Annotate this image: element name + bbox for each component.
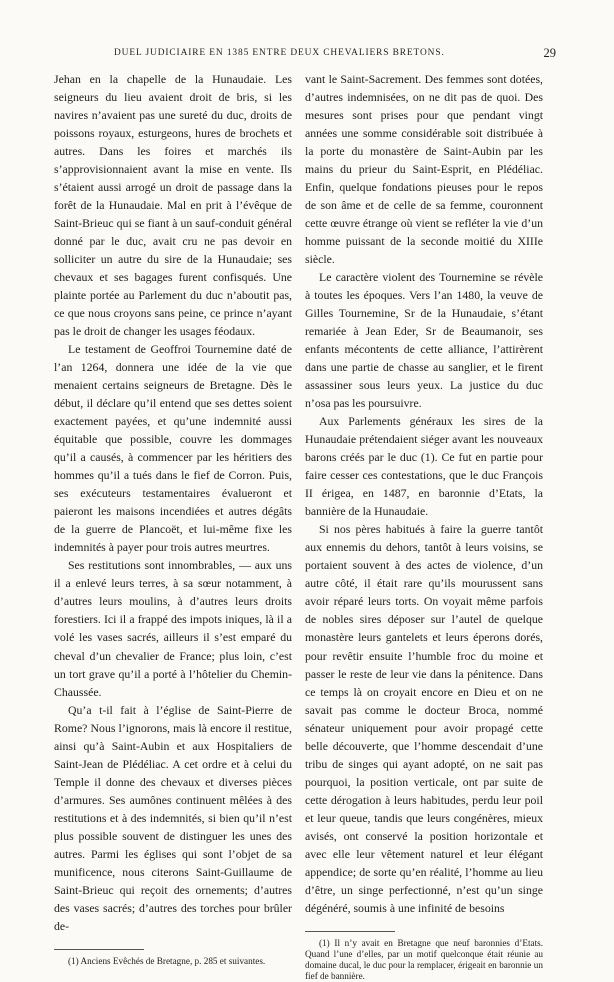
body-paragraph: Jehan en la chapelle de la Hunaudaie. Les seigneurs du lieu avaient droit de bris, si les navires n’avaient pas une sureté du duc, droits de poissons royaux, esturgeons, hures de brochets et autres. Dans les foires et marchés ils s’approvisionnaient avant la mise en vente. Ils s’étaient aussi arrogé un droit de passage dans la forêt de la Hunaudaie. Mal en prit à l’évêque de Saint-Brieuc qui se fiant à un sauf-conduit général donné par le duc, avait cru ne pas devoir en solliciter un autre du sire de la Hunaudaie; ses chevaux et ses bagages furent confisqués. Une plainte portée au Parlement du duc n’aboutit pas, ce que nous croyons sans peine, ce prince n’ayant pas le droit de changer les usages féodaux. — [54, 72, 292, 339]
body-paragraph: Ses restitutions sont innombrables, — aux uns il a enlevé leurs terres, à sa sœur notamment, à d’autres leurs moulins, à d’autres leurs droits forestiers. Ici il a frappé des impots iniques, là il a volé les vases sacrés, ailleurs il s’est emparé du cheval d’un chevalier de France; plus loin, c’est un tort grave qu’il a porté à l’hôtelier du Chemin-Chaussée. — [54, 558, 292, 699]
footnotes — [54, 956, 292, 967]
footnote-rule — [305, 931, 395, 932]
right-column — [305, 70, 543, 982]
left-column — [54, 70, 292, 967]
body-paragraph: Si nos pères habitués à faire la guerre tantôt aux ennemis du dehors, tantôt à leurs voisins, se portaient souvent à des actes de violence, d’un autre côté, il était rare qu’ils mourussent sans avoir réparé leurs torts. On voyait même parfois de nobles sires déposer sur l’autel de quelque monastère leurs gantelets et leurs éperons dorés, pour revêtir ensuite l’humble froc du moine et passer le reste de leur vie dans la pénitence. Dans ce temps là on croyait encore en Dieu et on ne savait pas comme le docteur Broca, nommé sénateur uniquement pour avoir propagé cette belle découverte, que l’homme descendait d’une tribu de singes qui ayant adopté, on ne sait pas pourquoi, la position verticale, ont par suite de cette dérogation à leurs habitudes, perdu leur poil et leur queue, tandis que leurs congénères, mieux avisés, ont conservé la position horizontale et avec elle leur vêtement naturel et leur élégant appendice; de sorte qu’en réalité, l’homme au lieu d’être, un singe perfectionné, n’est qu’un singe dégénéré, soumis à une infinité de besoins — [305, 522, 543, 915]
page-number: 29 — [543, 46, 556, 60]
body-paragraph: vant le Saint-Sacrement. Des femmes sont dotées, d’autres indemnisées, on ne dit pas de quoi. Des mesures sont prises pour que pendant vingt années une somme considérable soit distribuée à la porte du monastère de Saint-Aubin par les mains du prieur du Saint-Esprit, en Plédéliac. Enfin, quelque fondations pieuses pour le repos de son âme et de celle de sa femme, couronnent cette œuvre étrange où vient se refléter la vie d’un homme puissant de la seconde moitié du XIIIe siècle. — [305, 72, 543, 267]
footnotes — [305, 938, 543, 982]
footnote: (1) Anciens Evêchés de Bretagne, p. 285 et suivantes. — [68, 955, 266, 966]
footnote-rule — [54, 949, 144, 950]
body-paragraph: Le caractère violent des Tournemine se révèle à toutes les époques. Vers l’an 1480, la veuve de Gilles Tournemine, Sr de la Hunaudaie, s’étant remariée à Jean Eder, Sr de Beaumanoir, ses enfants mécontents de cette alliance, l’attirèrent dans une partie de chasse au sanglier, et le firent assassiner sous leurs yeux. La justice du duc n’osa pas les poursuivre. — [305, 270, 543, 411]
footnote: (1) Il n’y avait en Bretagne que neuf baronnies d’Etats. Quand l’une d’elles, par un motif quelconque était réunie au domaine ducal, le duc pour la remplacer, érigeait en baronnie un fief de bannière. — [305, 937, 543, 981]
page-header — [56, 48, 556, 62]
body-paragraph: Le testament de Geoffroi Tournemine daté de l’an 1264, donnera une idée de la vie que menaient certains seigneurs de Bretagne. Dès le début, il déclare qu’il entend que ses dettes soient exactement payées, et qu’une indemnité aussi équitable que possible, couvre les dommages qu’il a causés, à commencer par les héritiers des hommes qu’il a tués dans le fief de Corron. Puis, ses exécuteurs testamentaires évalueront et paieront les maisons incendiées et autres dégâts de la guerre de Plancoët, et lui-même fixe les indemnités à payer pour trois autres meurtres. — [54, 342, 292, 555]
body-paragraph: Aux Parlements généraux les sires de la Hunaudaie prétendaient siéger avant les nouveaux barons créés par le duc (1). Ce fut en partie pour faire cesser ces contestations, que le duc François II érigea, en 1487, en baronnie d’Etats, la bannière de la Hunaudaie. — [305, 414, 543, 519]
running-title: DUEL JUDICIAIRE EN 1385 ENTRE DEUX CHEVALIERS BRETONS. — [114, 48, 445, 58]
body-paragraph: Qu’a t-il fait à l’église de Saint-Pierre de Rome? Nous l’ignorons, mais là encore il restitue, ainsi qu’à Saint-Aubin et aux Hospitaliers de Saint-Jean de Plédéliac. A cet ordre et à celui du Temple il donne des chevaux et diverses pièces d’armures. Ses aumônes continuent mêlées à des restitutions et à des indemnités, si bien qu’il n’est plus possible souvent de distinguer les unes des autres. Parmi les églises qui sont l’objet de sa munificence, nous citerons Saint-Guillaume de Saint-Brieuc qui reçoit des ornements; d’autres des vases sacrés; d’autres des torches pour brûler de- — [54, 702, 292, 933]
